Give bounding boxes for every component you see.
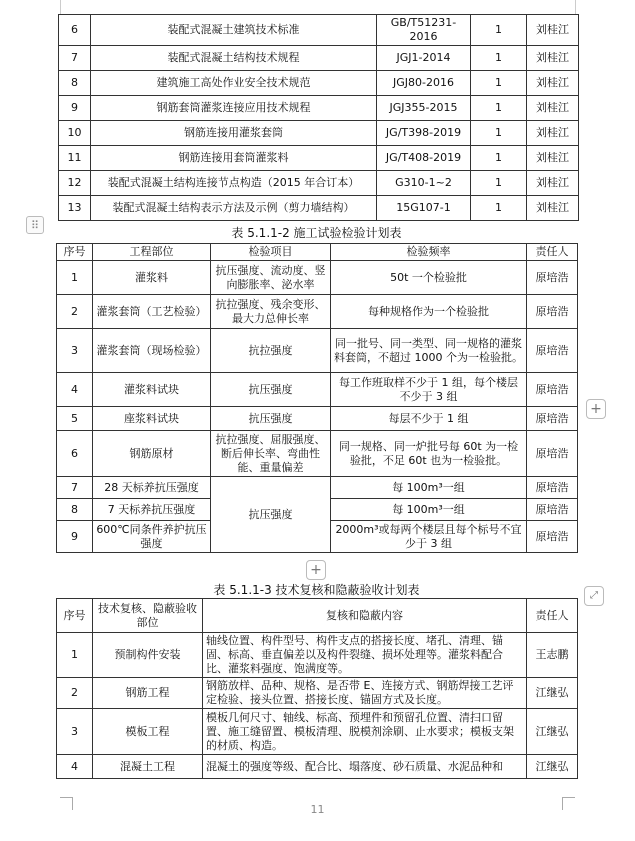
table-move-handle-icon[interactable]: ⠿	[26, 216, 44, 234]
col-header-index: 序号	[57, 599, 93, 633]
row-index: 7	[59, 46, 91, 71]
table-row	[57, 261, 578, 295]
owner: 刘桂江	[527, 146, 579, 171]
test-item: 抗拉强度	[211, 329, 331, 373]
add-row-plus-icon[interactable]: +	[306, 560, 326, 580]
table-row	[59, 171, 579, 196]
test-inspection-table-body	[57, 261, 578, 553]
quantity: 1	[471, 15, 527, 46]
owner: 刘桂江	[527, 71, 579, 96]
table-row	[57, 477, 578, 499]
table2-caption: 表 5.1.1-2 施工试验检验计划表	[231, 226, 402, 240]
standard-code: JG/T408-2019	[377, 146, 471, 171]
standard-code: G310-1~2	[377, 171, 471, 196]
row-index: 10	[59, 121, 91, 146]
standard-name: 装配式混凝土结构技术规程	[91, 46, 377, 71]
standard-code: JG/T398-2019	[377, 121, 471, 146]
row-index: 6	[59, 15, 91, 46]
owner: 刘桂江	[527, 46, 579, 71]
standard-name: 装配式混凝土结构连接节点构造（2015 年合订本）	[91, 171, 377, 196]
review-content: 轴线位置、构件型号、构件支点的搭接长度、堵孔、清理、锚固、标高、垂直偏差以及构件裂缝、损坏处理等。灌浆料配合比、灌浆料强度、饱满度等。	[203, 633, 527, 678]
frequency: 同一批号、同一类型、同一规格的灌浆料套筒，不超过 1000 个为一检验批。	[331, 329, 527, 373]
row-index: 3	[57, 329, 93, 373]
row-index: 1	[57, 633, 93, 678]
standard-code: JGJ80-2016	[377, 71, 471, 96]
table3-caption: 表 5.1.1-3 技术复核和隐蔽验收计划表	[213, 583, 420, 597]
owner: 刘桂江	[527, 196, 579, 221]
table-row	[59, 196, 579, 221]
test-item: 抗压强度	[211, 373, 331, 407]
standard-code: GB/T51231-2016	[377, 15, 471, 46]
location: 钢筋原材	[93, 431, 211, 477]
col-header-owner: 责任人	[527, 599, 578, 633]
table-row	[57, 709, 578, 755]
standards-table	[58, 14, 579, 221]
review-content: 钢筋放样、品种、规格、是否带 E、连接方式、钢筋焊接工艺评定检验、接头位置、搭接长度、锚固方式及长度。	[203, 678, 527, 709]
table-header-row	[57, 599, 578, 633]
table-row	[59, 71, 579, 96]
quantity: 1	[471, 71, 527, 96]
row-index: 9	[59, 96, 91, 121]
table-row	[59, 96, 579, 121]
frequency: 每种规格作为一个检验批	[331, 295, 527, 329]
review-content: 模板几何尺寸、轴线、标高、预埋件和预留孔位置、清扫口留置、施工缝留置、模板清理、脱模剂涂刷、止水要求；模板支架的材质、构造。	[203, 709, 527, 755]
owner: 江继弘	[527, 755, 578, 779]
row-index: 2	[57, 678, 93, 709]
location: 7 天标养抗压强度	[93, 499, 211, 521]
row-index: 4	[57, 373, 93, 407]
owner: 原培浩	[527, 261, 578, 295]
location: 灌浆套筒（工艺检验）	[93, 295, 211, 329]
test-inspection-table	[56, 243, 578, 553]
frequency: 2000m³或每两个楼层且每个标号不宜少于 3 组	[331, 521, 527, 553]
frequency: 每 100m³一组	[331, 477, 527, 499]
col-header-owner: 责任人	[527, 244, 578, 261]
frequency: 每 100m³一组	[331, 499, 527, 521]
col-header-content: 复核和隐蔽内容	[203, 599, 527, 633]
table-row	[59, 146, 579, 171]
test-item: 抗拉强度、屈服强度、断后伸长率、弯曲性能、重量偏差	[211, 431, 331, 477]
page-border-top	[60, 0, 576, 14]
owner: 原培浩	[527, 499, 578, 521]
owner: 原培浩	[527, 521, 578, 553]
owner: 原培浩	[527, 407, 578, 431]
owner: 江继弘	[527, 678, 578, 709]
review-acceptance-table-body	[57, 633, 578, 779]
owner: 刘桂江	[527, 15, 579, 46]
page-number: 11	[310, 803, 325, 816]
location: 灌浆料试块	[93, 373, 211, 407]
row-index: 12	[59, 171, 91, 196]
location: 混凝土工程	[93, 755, 203, 779]
standard-name: 装配式混凝土结构表示方法及示例（剪力墙结构）	[91, 196, 377, 221]
table-row	[57, 329, 578, 373]
owner: 原培浩	[527, 295, 578, 329]
review-acceptance-table	[56, 598, 578, 779]
standard-name: 钢筋套筒灌浆连接应用技术规程	[91, 96, 377, 121]
row-index: 9	[57, 521, 93, 553]
location: 模板工程	[93, 709, 203, 755]
quantity: 1	[471, 96, 527, 121]
owner: 江继弘	[527, 709, 578, 755]
location: 预制构件安装	[93, 633, 203, 678]
owner: 刘桂江	[527, 171, 579, 196]
row-index: 3	[57, 709, 93, 755]
col-header-location: 技术复核、隐蔽验收部位	[93, 599, 203, 633]
location: 600℃同条件养护抗压强度	[93, 521, 211, 553]
owner: 原培浩	[527, 431, 578, 477]
row-index: 7	[57, 477, 93, 499]
standard-name: 钢筋连接用灌浆套筒	[91, 121, 377, 146]
owner: 原培浩	[527, 373, 578, 407]
table-row	[57, 295, 578, 329]
test-item: 抗压强度	[211, 477, 331, 553]
standard-name: 装配式混凝土建筑技术标准	[91, 15, 377, 46]
table-row	[57, 373, 578, 407]
row-index: 4	[57, 755, 93, 779]
col-header-frequency: 检验频率	[331, 244, 527, 261]
standard-code: JGJ355-2015	[377, 96, 471, 121]
table-row	[59, 46, 579, 71]
location: 座浆料试块	[93, 407, 211, 431]
owner: 刘桂江	[527, 96, 579, 121]
col-header-item: 检验项目	[211, 244, 331, 261]
row-index: 5	[57, 407, 93, 431]
table-header-row	[57, 244, 578, 261]
location: 灌浆料	[93, 261, 211, 295]
standards-table-body	[59, 15, 579, 221]
table-resize-icon[interactable]: ⤢	[584, 586, 604, 606]
table-row	[57, 755, 578, 779]
test-item: 抗压强度、流动度、竖向膨胀率、泌水率	[211, 261, 331, 295]
row-index: 13	[59, 196, 91, 221]
col-header-index: 序号	[57, 244, 93, 261]
table-row	[57, 407, 578, 431]
frequency: 每工作班取样不少于 1 组，每个楼层不少于 3 组	[331, 373, 527, 407]
standard-name: 钢筋连接用套筒灌浆料	[91, 146, 377, 171]
location: 灌浆套筒（现场检验）	[93, 329, 211, 373]
row-index: 11	[59, 146, 91, 171]
quantity: 1	[471, 196, 527, 221]
col-header-location: 工程部位	[93, 244, 211, 261]
table-row	[57, 431, 578, 477]
quantity: 1	[471, 121, 527, 146]
table-row	[59, 15, 579, 46]
standard-code: JGJ1-2014	[377, 46, 471, 71]
frequency: 同一规格、同一炉批号每 60t 为一检验批，不足 60t 也为一检验批。	[331, 431, 527, 477]
review-content: 混凝土的强度等级、配合比、塌落度、砂石质量、水泥品种和	[203, 755, 527, 779]
standard-name: 建筑施工高处作业安全技术规范	[91, 71, 377, 96]
frequency: 每层不少于 1 组	[331, 407, 527, 431]
row-index: 2	[57, 295, 93, 329]
owner: 刘桂江	[527, 121, 579, 146]
location: 28 天标养抗压强度	[93, 477, 211, 499]
table-row	[57, 678, 578, 709]
row-index: 1	[57, 261, 93, 295]
quantity: 1	[471, 46, 527, 71]
row-index: 6	[57, 431, 93, 477]
owner: 王志鹏	[527, 633, 578, 678]
quantity: 1	[471, 146, 527, 171]
owner: 原培浩	[527, 477, 578, 499]
table-row	[57, 633, 578, 678]
add-column-plus-icon[interactable]: +	[586, 399, 606, 419]
test-item: 抗压强度	[211, 407, 331, 431]
location: 钢筋工程	[93, 678, 203, 709]
test-item: 抗拉强度、残余变形、最大力总伸长率	[211, 295, 331, 329]
owner: 原培浩	[527, 329, 578, 373]
frequency: 50t 一个检验批	[331, 261, 527, 295]
row-index: 8	[59, 71, 91, 96]
table-row	[59, 121, 579, 146]
standard-code: 15G107-1	[377, 196, 471, 221]
quantity: 1	[471, 171, 527, 196]
row-index: 8	[57, 499, 93, 521]
